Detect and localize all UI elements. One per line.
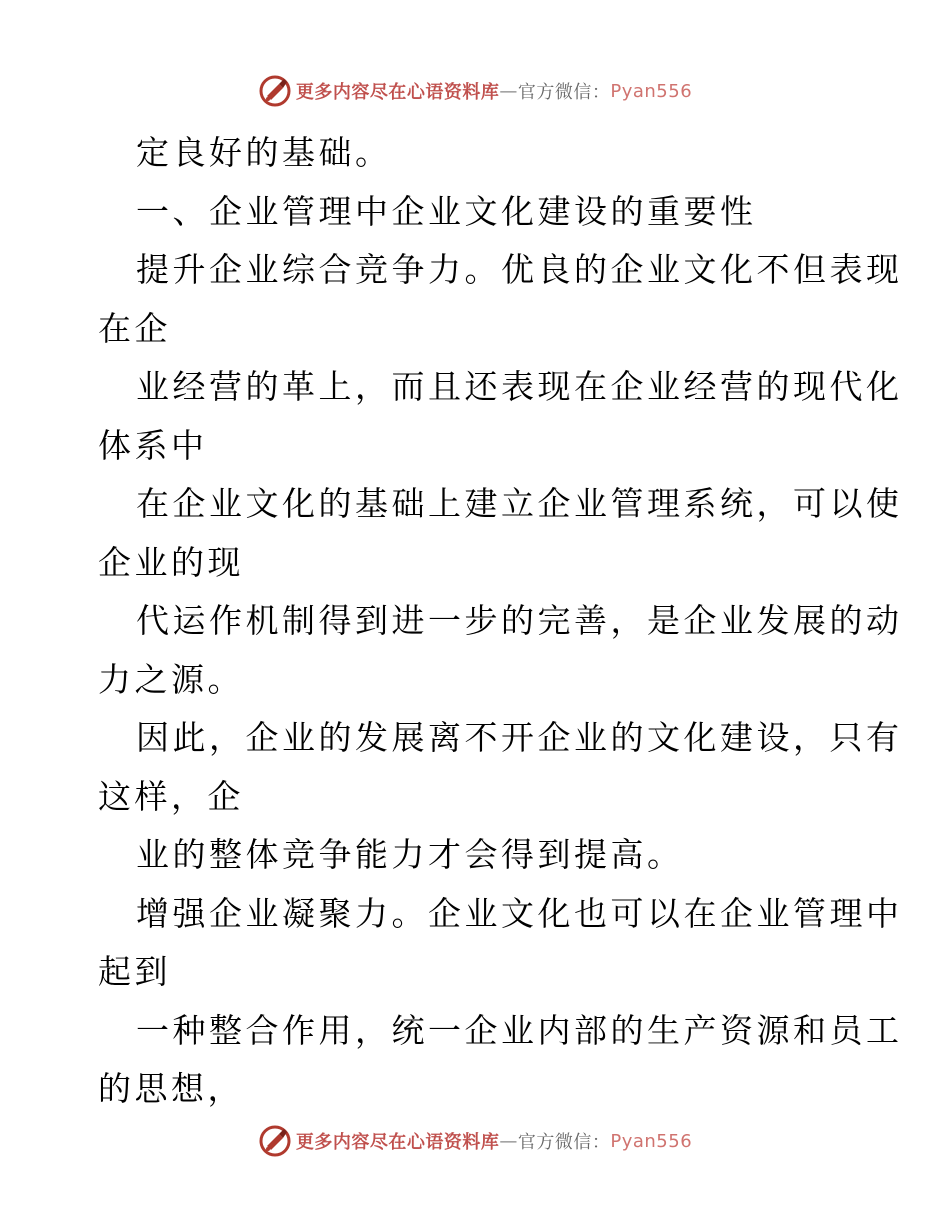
text-line: 增强企业凝聚力。企业文化也可以在企业管理中 [136,893,903,933]
text-line: 一、企业管理中企业文化建设的重要性 [136,191,757,231]
watermark-wechat-id: Pyan556 [610,1130,693,1152]
watermark-main-text: 更多内容尽在心语资料库 [295,82,500,103]
watermark-dash: — [499,80,518,102]
document-body [98,124,903,1119]
text-line: 定良好的基础。 [136,133,392,172]
text-line: 业的整体竞争能力才会得到提高。 [136,835,684,874]
text-line: 提升企业综合竞争力。优良的企业文化不但表现 [136,250,903,289]
text-line: 业经营的革上，而且还表现在企业经营的现代化 [136,367,903,406]
watermark-wechat-label: 官方微信： [517,1132,611,1153]
watermark-wechat-label: 官方微信： [517,82,611,103]
pen-logo-icon [258,1124,292,1158]
watermark-wechat-id: Pyan556 [610,80,693,102]
text-line: 这样，企 [98,776,244,816]
header-watermark [0,74,950,108]
text-line: 企业的现 [98,542,244,582]
text-line: 一种整合作用，统一企业内部的生产资源和员工 [136,1010,903,1050]
text-line: 因此，企业的发展离不开企业的文化建设，只有 [136,718,903,757]
text-line: 在企业文化的基础上建立企业管理系统，可以使 [136,484,903,523]
watermark-dash: — [499,1130,518,1152]
footer-watermark [0,1124,950,1158]
text-line: 力之源。 [98,659,244,699]
text-line: 体系中 [98,425,208,465]
text-line: 在企 [98,308,171,348]
text-line: 的思想， [98,1069,244,1108]
text-line: 起到 [98,952,171,991]
text-line: 代运作机制得到进一步的完善，是企业发展的动 [136,601,903,640]
pen-logo-icon [258,74,292,108]
watermark-main-text: 更多内容尽在心语资料库 [295,1132,500,1153]
